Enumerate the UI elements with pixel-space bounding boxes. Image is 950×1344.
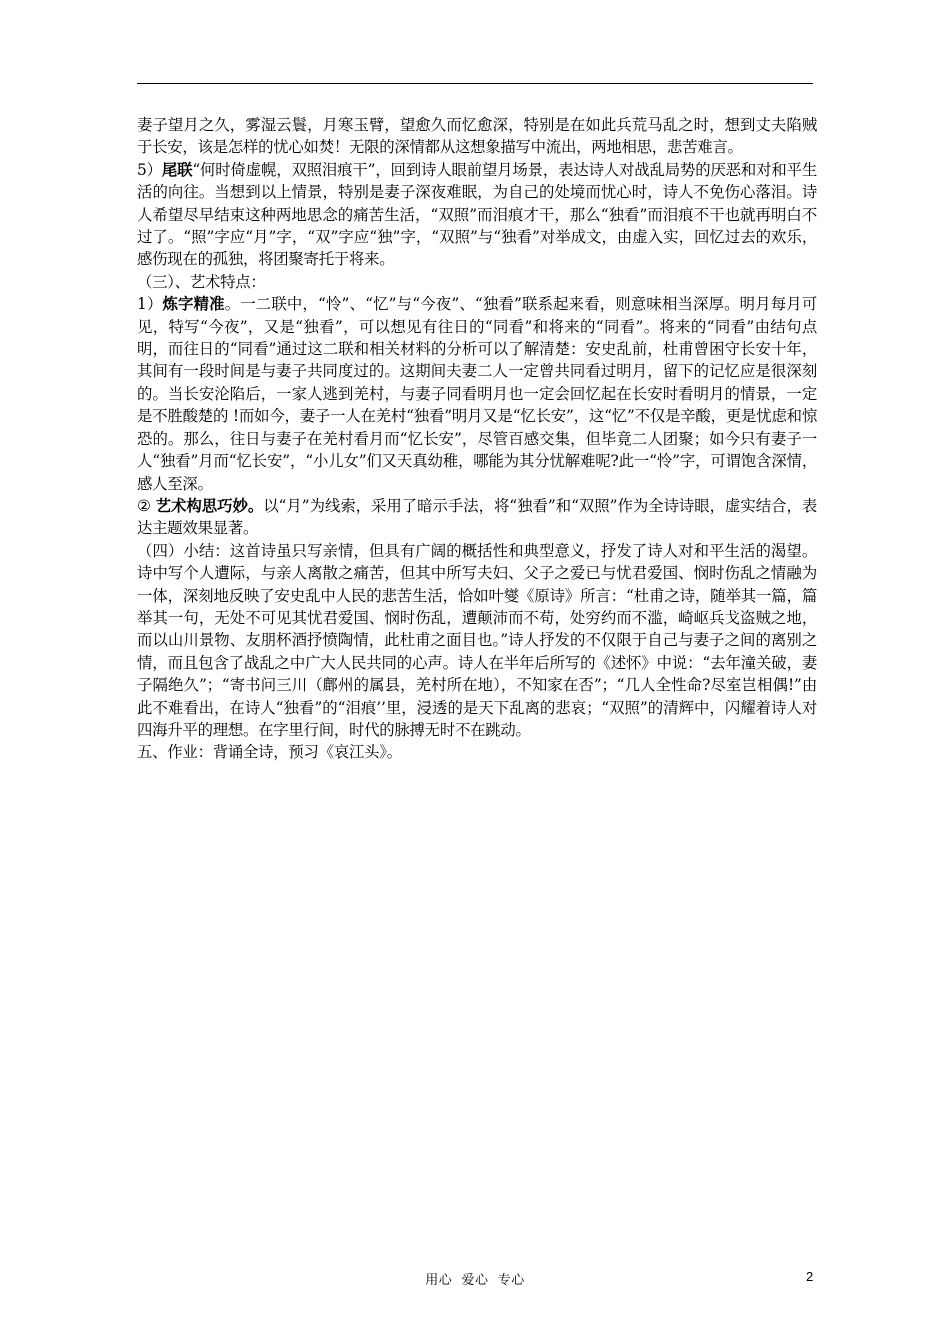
- page-number: 2: [806, 1269, 814, 1284]
- paragraph-final-couplet: 5）尾联“何时倚虚幌，双照泪痕干”，回到诗人眼前望月场景，表达诗人对战乱局势的厌恶和对和平生活的向往。当想到以上情景，特别是妻子深夜难眠，为自己的处境而忧心时，诗人不免伤心落泪。诗人希望尽早结束这种两地思念的痛苦生活，“双照”而泪痕才干，那么“独看”而泪痕不干也就再明白不过了。“照”字应“月”字，“双”字应“独”字，“双照”与“独看”对举成文，由虚入实，回忆过去的欢乐，感伤现在的孤独，将团聚寄托于将来。: [137, 160, 817, 269]
- heading-composition: 艺术构思巧妙。: [155, 496, 264, 515]
- paragraph-wife-moon: 妻子望月之久，雾湿云鬟，月寒玉臂，望愈久而忆愈深，特别是在如此兵荒马乱之时，想到丈夫陷贼于长安，该是怎样的忧心如焚！无限的深情都从这想象描写中流出，两地相思，悲苦难言。: [137, 116, 817, 157]
- paragraph-homework: 五、作业：背诵全诗，预习《哀江头》。: [137, 743, 402, 762]
- paragraph-word-choice: 1）炼字精准。一二联中，“怜”、“忆”与“今夜”、“独看”联系起来看，则意味相当深厚。明月每月可见，特写“今夜”，又是“独看”，可以想见有往日的“同看”和将来的“同看”。将来的“同看”由结句点明，而往日的“同看”通过这二联和相关材料的分析可以了解清楚：安史乱前，杜甫曾困守长安十年，其间有一段时间是与妻子共同度过的。这期间夫妻二人一定曾共同看过明月，留下的记忆应是很深刻的。当长安沦陷后，一家人逃到羌村，与妻子同看明月也一定会回忆起在长安时看明月的情景，一定是不胜酸楚的 !而如今，妻子一人在羌村“独看”明月又是“忆长安”，这“忆”不仅是辛酸，更是忧虑和惊恐的。那么，往日与妻子在羌村看月而“忆长安”，尽管百感交集，但毕竟二人团聚；如今只有妻子一人“独看”月而“忆长安”，“小儿女”们又天真幼稚，哪能为其分忧解难呢?此一“怜”字，可谓饱含深情，感人至深。: [137, 295, 817, 493]
- paragraph-composition: ② 艺术构思巧妙。以“月”为线索，采用了暗示手法，将“独看”和“双照”作为全诗诗眼，虚实结合，表达主题效果显著。: [137, 496, 817, 538]
- header-rule: [137, 83, 813, 84]
- paragraph-summary: （四）小结：这首诗虽只写亲情，但具有广阔的概括性和典型意义，抒发了诗人对和平生活的渴望。诗中写个人遭际，与亲人离散之痛苦，但其中所写夫妇、父子之爱已与忧君爱国、悯时伤乱之情融为一体，深刻地反映了安史乱中人民的悲苦生活，恰如叶燮《原诗》所言：“杜甫之诗，随举其一篇，篇举其一句，无处不可见其忧君爱国、悯时伤乱，遭颠沛而不苟，处穷约而不滥，崎岖兵戈盗贼之地，而以山川景物、友朋杯酒抒愤陶情，此杜甫之面目也。”诗人抒发的不仅限于自己与妻子之间的离别之情，而且包含了战乱之中广大人民共同的心声。诗人在半年后所写的《述怀》中说：“去年潼关破，妻子隔绝久”；“寄书问三川（鄜州的属县，羌村所在地），不知家在否”；“几人全性命?尽室岂相偶!”由此不难看出，在诗人“独看”的“泪痕’’里，浸透的是天下乱离的悲哀；“双照”的清辉中，闪耀着诗人对四海升平的理想。在字里行间，时代的脉搏无时不在跳动。: [137, 541, 817, 739]
- heading-final-couplet: 尾联: [161, 160, 193, 179]
- heading-word-choice: 炼字精准: [162, 295, 225, 314]
- section-heading-art: （三）、艺术特点：: [137, 272, 266, 291]
- footer-slogan: 用心 爱心 专心: [425, 1273, 525, 1288]
- document-body: [137, 114, 817, 764]
